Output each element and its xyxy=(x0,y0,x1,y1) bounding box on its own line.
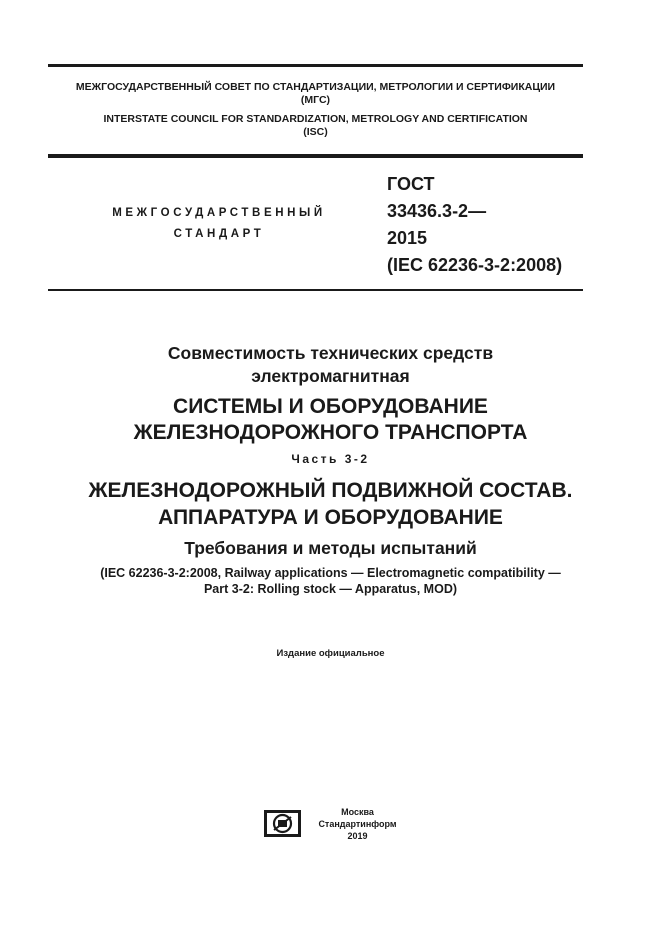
council-abbr-ru: (МГС) xyxy=(300,94,331,106)
council-abbr-en: (ISC) xyxy=(303,126,328,138)
publisher-city: Москва xyxy=(341,807,374,817)
gost-label: ГОСТ xyxy=(387,174,435,194)
title-line-7: Требования и методы испытаний xyxy=(184,538,477,558)
title-en-line-1: (IEC 62236-3-2:2008, Railway applications — Electromagnetic compatibility — xyxy=(100,566,561,580)
iec-reference: (IEC 62236-3-2:2008) xyxy=(387,255,563,275)
council-name-ru: МЕЖГОСУДАРСТВЕННЫЙ СОВЕТ ПО СТАНДАРТИЗАЦИИ, МЕТРОЛОГИИ И СЕРТИФИКАЦИИ xyxy=(75,81,556,93)
title-line-6: АППАРАТУРА И ОБОРУДОВАНИЕ xyxy=(158,506,503,529)
publisher-year: 2019 xyxy=(347,831,368,841)
council-name-en: INTERSTATE COUNCIL FOR STANDARDIZATION, METROLOGY AND CERTIFICATION xyxy=(103,113,528,125)
gost-number: 33436.3-2— xyxy=(387,201,487,221)
top-rule xyxy=(48,64,583,67)
publisher-name: Стандартинформ xyxy=(318,819,397,829)
title-en-line-2: Part 3-2: Rolling stock — Apparatus, MOD) xyxy=(203,582,458,596)
part-label: Часть 3-2 xyxy=(291,452,370,466)
standartinform-logo-icon xyxy=(264,810,301,837)
standard-type-line2: СТАНДАРТ xyxy=(173,228,265,240)
title-line-3: СИСТЕМЫ И ОБОРУДОВАНИЕ xyxy=(173,395,488,418)
edition-note: Издание официальное xyxy=(276,648,385,659)
title-line-5: ЖЕЛЕЗНОДОРОЖНЫЙ ПОДВИЖНОЙ СОСТАВ. xyxy=(88,479,573,502)
title-line-4: ЖЕЛЕЗНОДОРОЖНОГО ТРАНСПОРТА xyxy=(133,421,528,444)
gost-year: 2015 xyxy=(387,228,428,248)
title-line-2: электромагнитная xyxy=(251,366,410,386)
title-line-1: Совместимость технических средств xyxy=(167,343,494,363)
council-rule xyxy=(48,154,583,158)
designation-rule xyxy=(48,289,583,291)
standard-type-line1: МЕЖГОСУДАРСТВЕННЫЙ xyxy=(112,207,326,219)
